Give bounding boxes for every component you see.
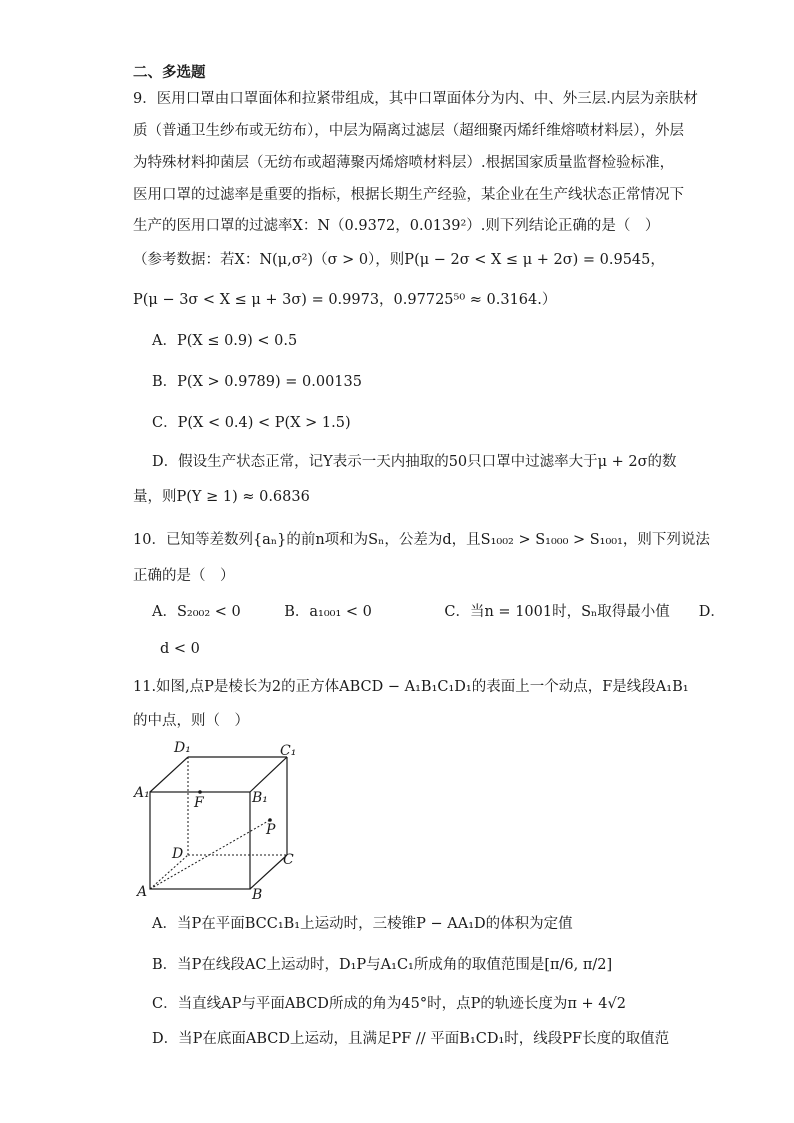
q9-option-d-line-1: D．假设生产状态正常，记Y表示一天内抽取的50只口罩中过滤率大于μ + 2σ的数 — [152, 454, 677, 470]
q9-option-a: A．P(X ≤ 0.9) < 0.5 — [152, 333, 298, 349]
q11-option-c: C．当直线AP与平面ABCD所成的角为45°时，点P的轨迹长度为π + 4√2 — [152, 996, 626, 1012]
q9-option-d-line-2: 量，则P(Y ≥ 1) ≈ 0.6836 — [133, 489, 310, 505]
q11-option-a: A．当P在平面BCC₁B₁上运动时，三棱锥P − AA₁D的体积为定值 — [152, 916, 573, 932]
edge-A1D1 — [150, 757, 188, 792]
cube-figure — [130, 736, 310, 902]
q9-option-b: B．P(X > 0.9789) = 0.00135 — [152, 374, 362, 390]
label-C1: C₁ — [280, 743, 297, 759]
label-A: A — [137, 884, 148, 900]
q9-line-5: 生产的医用口罩的过滤率X：N（0.9372，0.0139²）.则下列结论正确的是（ ） — [133, 218, 660, 234]
q11-line-2: 的中点，则（ ） — [133, 713, 249, 729]
label-B: B — [252, 887, 263, 902]
label-P: P — [266, 822, 276, 838]
section-title: 二、多选题 — [133, 64, 206, 81]
edge-B1C1 — [250, 757, 287, 792]
q9-reference-line-1: （参考数据：若X：N(μ,σ²)（σ > 0），则P(μ − 2σ < X ≤ μ + 2σ) = 0.9545， — [133, 252, 665, 268]
point-F — [198, 790, 202, 794]
q9-line-1: 9．医用口罩由口罩面体和拉紧带组成，其中口罩面体分为内、中、外三层.内层为亲肤材 — [133, 91, 698, 107]
label-C: C — [283, 852, 294, 868]
label-F: F — [194, 795, 204, 811]
q9-option-c: C．P(X < 0.4) < P(X > 1.5) — [152, 415, 351, 431]
q9-line-4: 医用口罩的过滤率是重要的指标，根据长期生产经验，某企业在生产线状态正常情况下 — [133, 187, 684, 203]
label-D: D — [172, 846, 184, 862]
q10-line-2: 正确的是（ ） — [133, 568, 235, 584]
q10-options-row: A．S₂₀₀₂ < 0 B．a₁₀₀₁ < 0 C．当n = 1001时，Sₙ取得最小值 D． — [152, 604, 725, 620]
q9-reference-line-2: P(μ − 3σ < X ≤ μ + 3σ) = 0.9973，0.97725⁵⁰ ≈ 0.3164.） — [133, 292, 557, 308]
label-A1: A₁ — [134, 785, 150, 801]
q10-option-d-cont: d < 0 — [160, 641, 200, 657]
q9-line-2: 质（普通卫生纱布或无纺布），中层为隔离过滤层（超细聚丙烯纤维熔喷材料层），外层 — [133, 123, 684, 139]
q11-option-d: D．当P在底面ABCD上运动，且满足PF // 平面B₁CD₁时，线段PF长度的取值范 — [152, 1031, 670, 1047]
label-D1: D₁ — [174, 740, 191, 756]
label-B1: B₁ — [252, 790, 268, 806]
q11-option-b: B．当P在线段AC上运动时，D₁P与A₁C₁所成角的取值范围是[π/6, π/2] — [152, 957, 613, 973]
q11-line-1: 11.如图,点P是棱长为2的正方体ABCD − A₁B₁C₁D₁的表面上一个动点，F是线段A₁B₁ — [133, 679, 689, 695]
edge-BC — [250, 855, 287, 889]
q10-line-1: 10．已知等差数列{aₙ}的前n项和为Sₙ，公差为d，且S₁₀₀₂ > S₁₀₀₀ > S₁₀₀₁，则下列说法 — [133, 532, 710, 548]
q9-line-3: 为特殊材料抑菌层（无纺布或超薄聚丙烯熔喷材料层）.根据国家质量监督检验标准， — [133, 155, 675, 171]
